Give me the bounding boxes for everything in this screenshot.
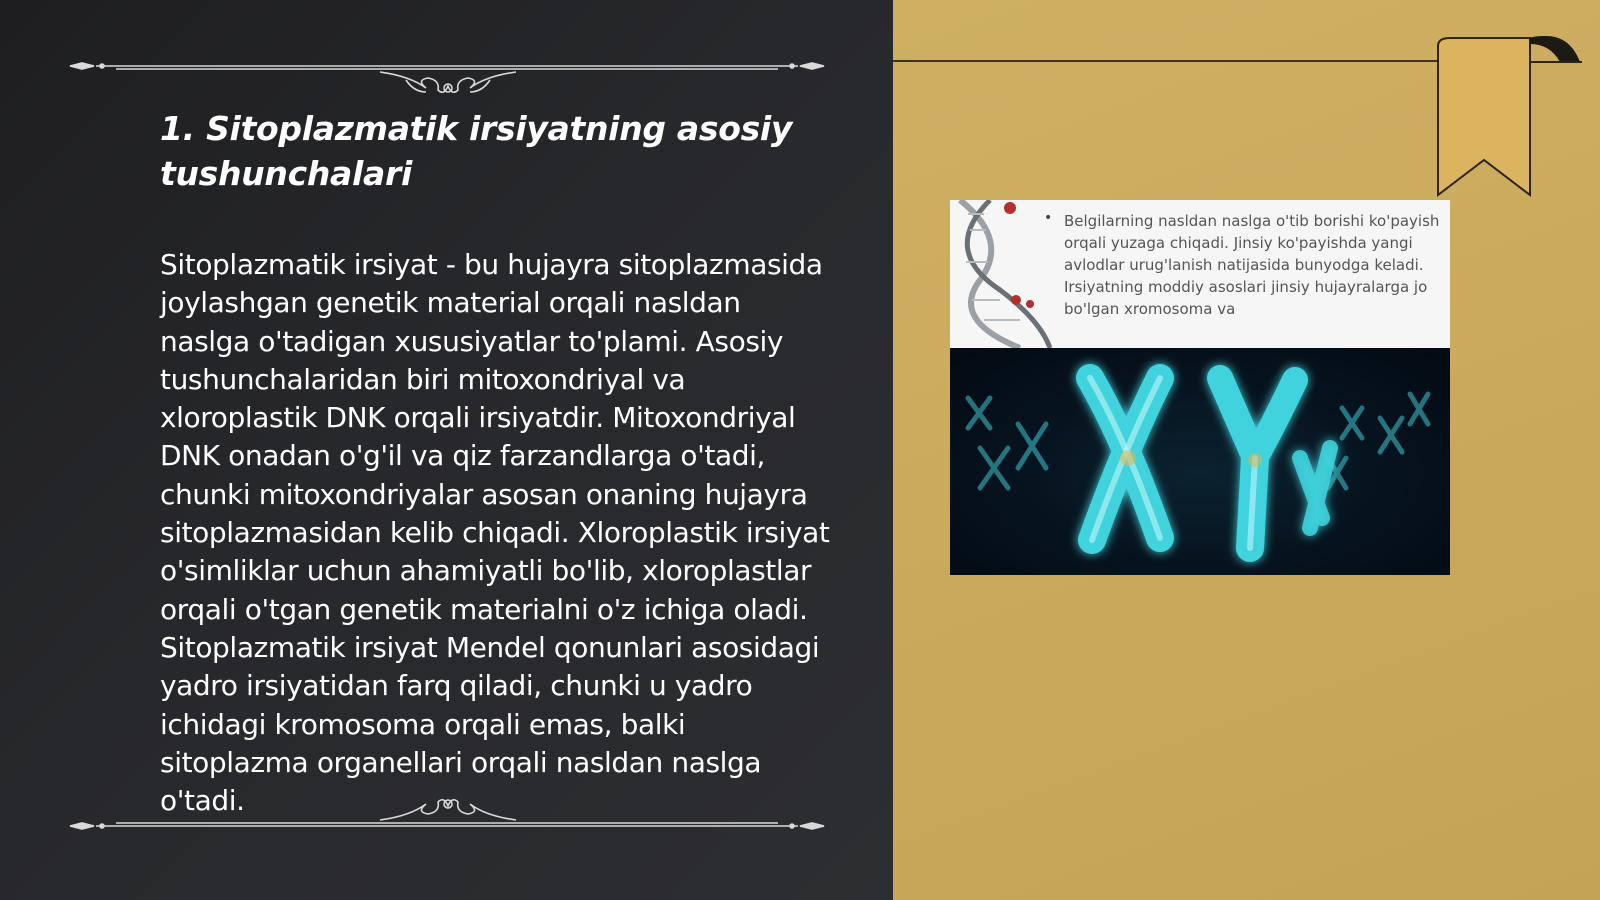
chromosome-picture	[950, 200, 1450, 575]
divider-line	[893, 60, 1448, 62]
chromosome-image	[950, 348, 1450, 575]
slide-body-text: Sitoplazmatik irsiyat - bu hujayra sitoplazmasida joylashgan genetik material orqali nasldan naslga o'tadigan xususiyatlar to'plami. Asosiy tushunchalaridan biri mitoxondriyal va xloroplastik DNK orqali irsiyatdir. Mitoxondriyal DNK onadan o'g'il va qiz farzandlarga o'tadi, chunki mitoxondriyalar asosan onaning hujayra sitoplazmasidan kelib chiqadi. Xloroplastik irsiyat o'simliklar uchun ahamiyatli bo'lib, xloroplastlar orqali o'tgan genetik materialni o'z ichiga oladi. Sitoplazmatik irsiyat Mendel qonunlari asosidagi yadro irsiyatidan farq qiladi, chunki u yadro ichidagi kromosoma orqali emas, balki sitoplazma organellari orqali nasldan naslga o'tadi.	[160, 248, 830, 818]
inset-text: Belgilarning nasldan naslga o'tib borishi ko'payish orqali yuzaga chiqadi. Jinsiy ko'payishda yangi avlodlar urug'lanish natijasida bunyodga keladi. Irsiyatning moddiy asoslari jinsiy hujayralarga jo bo'lgan xromosoma va	[1064, 212, 1440, 318]
inset-bullet: •	[1044, 210, 1053, 226]
ornament-divider-top-icon	[66, 40, 828, 96]
slide-title: 1. Sitoplazmatik irsiyatning asosiy tushunchalari	[160, 109, 793, 193]
picture-inset	[950, 200, 1450, 348]
bookmark-ribbon-icon	[1430, 0, 1600, 200]
chromosome-xy-icon	[950, 348, 1450, 575]
